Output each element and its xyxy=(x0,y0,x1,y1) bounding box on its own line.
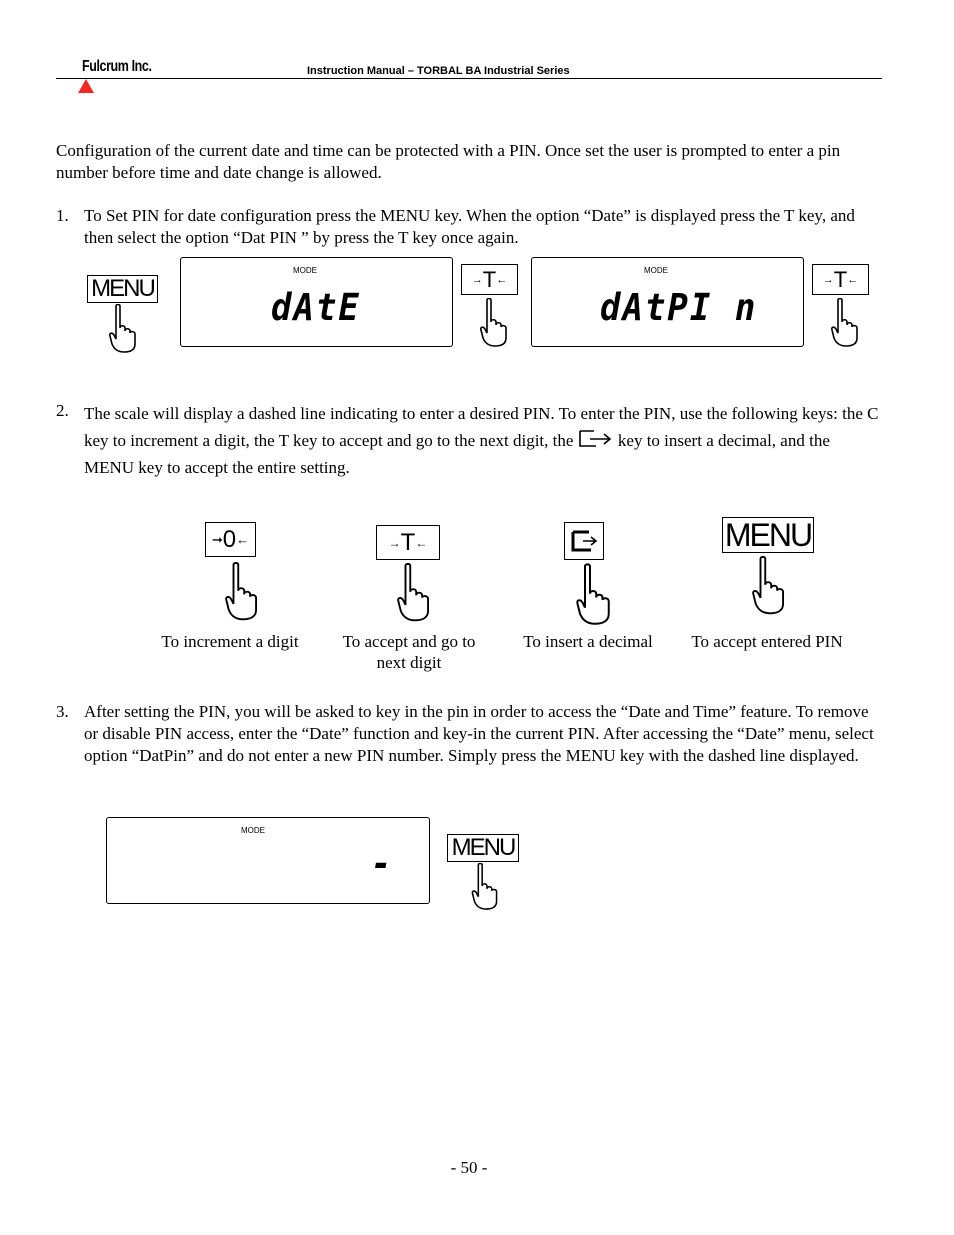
header-title: Instruction Manual – TORBAL BA Industrial Series xyxy=(307,65,570,77)
lcd-mode-label: MODE xyxy=(644,266,668,275)
step-2-number: 2. xyxy=(56,401,69,420)
lcd-readout: dAtPI n xyxy=(600,286,758,330)
lcd-readout: - xyxy=(371,842,394,886)
pointing-hand-icon xyxy=(108,304,140,354)
step-2-text-b: key to insert a decimal, and the MENU key to accept the entire setting. xyxy=(84,431,830,477)
page-number: - 50 - xyxy=(450,1158,488,1177)
menu-key-icon: MENU xyxy=(87,275,158,303)
lcd-display-dashed xyxy=(106,817,430,904)
lcd-mode-label: MODE xyxy=(241,826,265,835)
caption-insert-decimal: To insert a decimal xyxy=(523,632,653,651)
caption-accept-pin: To accept entered PIN xyxy=(691,632,843,651)
step-2-text-a: The scale will display a dashed line indicating to enter a desired PIN. To enter the PIN, use the following keys: the C key to increment a digit, the T key to accept and go to the next digit, the xyxy=(84,404,879,450)
header-rule xyxy=(56,78,882,79)
lcd-display-date xyxy=(180,257,453,347)
tare-key-icon: → T ← xyxy=(461,264,518,295)
intro-paragraph: Configuration of the current date and time can be protected with a PIN. Once set the user is prompted to enter a pin number before time and date change is allowed. xyxy=(56,141,841,182)
menu-key-icon: MENU xyxy=(447,834,519,862)
decimal-key-inline-icon xyxy=(578,429,614,449)
pointing-hand-icon xyxy=(470,863,502,911)
lcd-mode-label: MODE xyxy=(293,266,317,275)
step-3-number: 3. xyxy=(56,702,69,721)
zero-key-icon: ➞ 0 ← xyxy=(205,522,256,557)
pointing-hand-icon xyxy=(396,563,434,623)
pointing-hand-icon xyxy=(224,562,262,622)
menu-key-icon: MENU xyxy=(722,517,814,553)
step-2-text xyxy=(84,400,884,481)
tare-key-icon: → T ← xyxy=(812,264,869,295)
step-1-text: To Set PIN for date configuration press the MENU key. When the option “Date” is displayed press the T key, and then select the option “Dat PIN ” by press the T key once again. xyxy=(84,206,855,247)
step-1-number: 1. xyxy=(56,206,69,225)
pointing-hand-icon xyxy=(830,298,862,348)
pointing-hand-icon xyxy=(479,298,511,348)
company-logo: Fulcrum Inc. xyxy=(82,58,152,75)
pointing-hand-icon xyxy=(751,556,789,616)
lcd-readout: dAtE xyxy=(271,286,361,330)
lcd-display-datpin xyxy=(531,257,804,347)
caption-accept-next: To accept and go to next digit xyxy=(342,632,476,672)
pointing-hand-icon xyxy=(575,563,615,627)
decimal-key-icon xyxy=(564,522,604,560)
caption-increment: To increment a digit xyxy=(161,632,299,651)
tare-key-icon: → T ← xyxy=(376,525,440,560)
logo-triangle-icon xyxy=(78,79,94,93)
step-3-text: After setting the PIN, you will be asked to key in the pin in order to access the “Date and Time” feature. To remove or disable PIN access, enter the “Date” function and key-in the current PIN. After accessing the “Date” menu, select option “DatPin” and do not enter a new PIN number. Simply press the MENU key with the dashed line displayed. xyxy=(84,702,874,765)
